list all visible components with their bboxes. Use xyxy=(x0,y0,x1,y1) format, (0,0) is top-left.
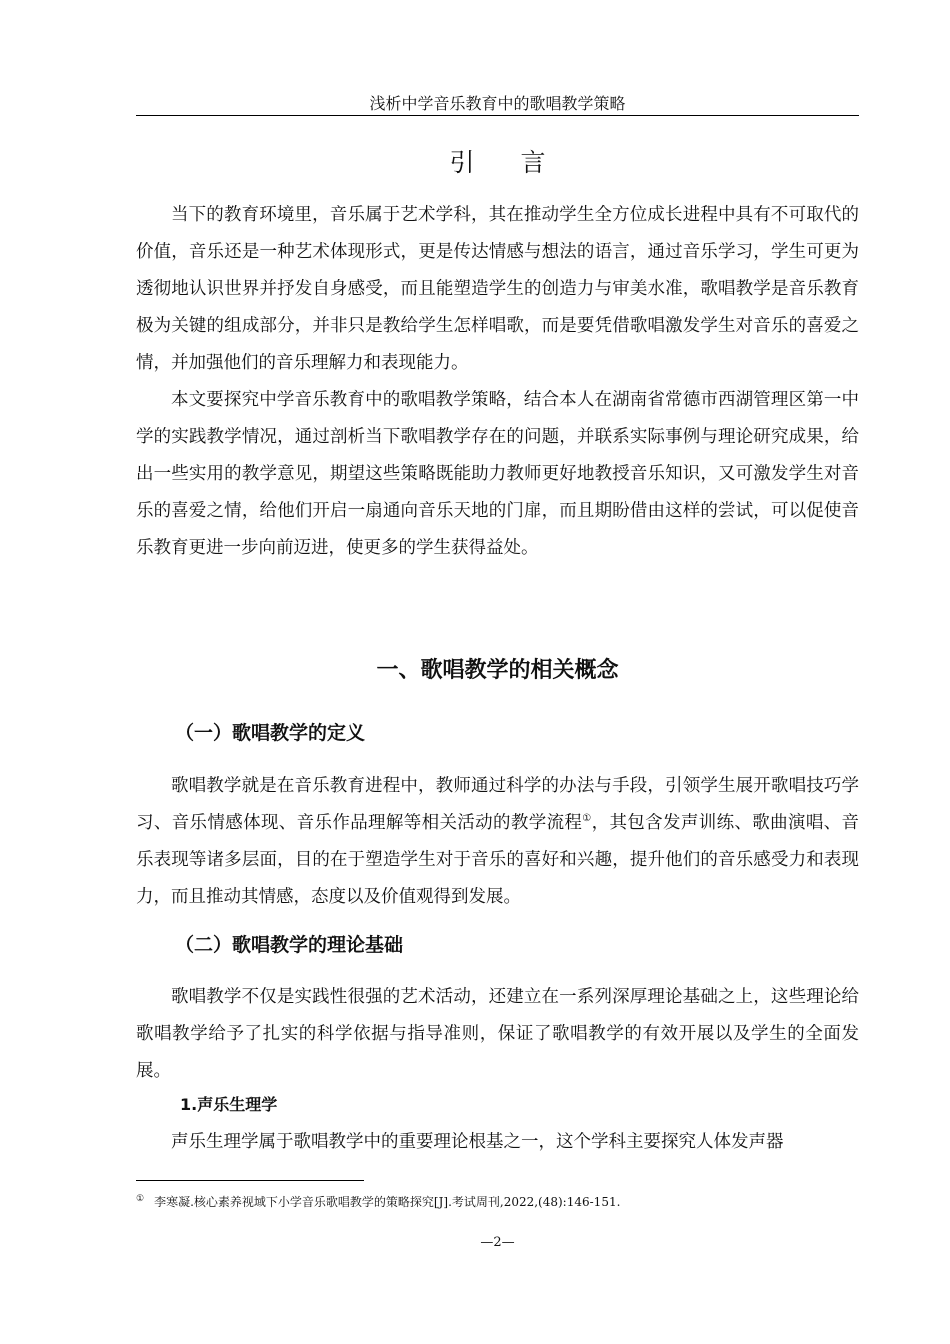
header-rule xyxy=(136,115,859,116)
footnote-rule xyxy=(136,1180,364,1181)
running-header: 浅析中学音乐教育中的歌唱教学策略 xyxy=(369,94,626,113)
theory-paragraph: 歌唱教学不仅是实践性很强的艺术活动，还建立在一系列深厚理论基础之上，这些理论给歌唱教学给予了扎实的科学依据与指导准则，保证了歌唱教学的有效开展以及学生的全面发展。 xyxy=(136,987,859,1081)
footnote xyxy=(136,1190,859,1211)
definition-text-after-ref: ，其包含发声训练、歌曲演唱、音乐表现等诸多层面，目的在于塑造学生对于音乐的喜好和兴趣，提升他们的音乐感受力和表现力，而且推动其情感，态度以及价值观得到发展。 xyxy=(136,813,860,907)
vocal-physiology-paragraph: 声乐生理学属于歌唱教学中的重要理论根基之一，这个学科主要探究人体发声器 xyxy=(171,1132,784,1152)
section-heading-theory: （二）歌唱教学的理论基础 xyxy=(175,934,404,956)
footnote-reference: ① xyxy=(582,813,592,825)
subsection-heading-vocal-physiology: 1.声乐生理学 xyxy=(180,1095,278,1114)
intro-paragraph-2: 本文要探究中学音乐教育中的歌唱教学策略，结合本人在湖南省常德市西湖管理区第一中学的实践教学情况，通过剖析当下歌唱教学存在的问题，并联系实际事例与理论研究成果，给出一些实用的教学意见，期望这些策略既能助力教师更好地教授音乐知识，又可激发学生对音乐的喜爱之情，给他们开启一扇通向音乐天地的门扉，而且期盼借由这样的尝试，可以促使音乐教育更进一步向前迈进，使更多的学生获得益处。 xyxy=(136,390,859,558)
page-number: —2— xyxy=(480,1235,515,1250)
intro-paragraph-1: 当下的教育环境里，音乐属于艺术学科，其在推动学生全方位成长进程中具有不可取代的价值，音乐还是一种艺术体现形式，更是传达情感与想法的语言，通过音乐学习，学生可更为透彻地认识世界并抒发自身感受，而且能塑造学生的创造力与审美水准，歌唱教学是音乐教育极为关键的组成部分，并非只是教给学生怎样唱歌，而是要凭借歌唱激发学生对音乐的喜爱之情，并加强他们的音乐理解力和表现能力。 xyxy=(136,205,859,373)
footnote-text: 李寒凝.核心素养视域下小学音乐歌唱教学的策略探究[J].考试周刊,2022,(48):146-151. xyxy=(154,1195,621,1209)
section-heading-definition: （一）歌唱教学的定义 xyxy=(175,722,366,744)
footnote-mark: ① xyxy=(136,1194,145,1204)
definition-paragraph xyxy=(136,768,859,916)
chapter-heading: 一、歌唱教学的相关概念 xyxy=(376,658,619,683)
definition-text-before-ref: 歌唱教学就是在音乐教育进程中，教师通过科学的办法与手段，引领学生展开歌唱技巧学习、音乐情感体现、音乐作品理解等相关活动的教学流程 xyxy=(136,776,859,833)
intro-title: 引言 xyxy=(449,148,592,177)
